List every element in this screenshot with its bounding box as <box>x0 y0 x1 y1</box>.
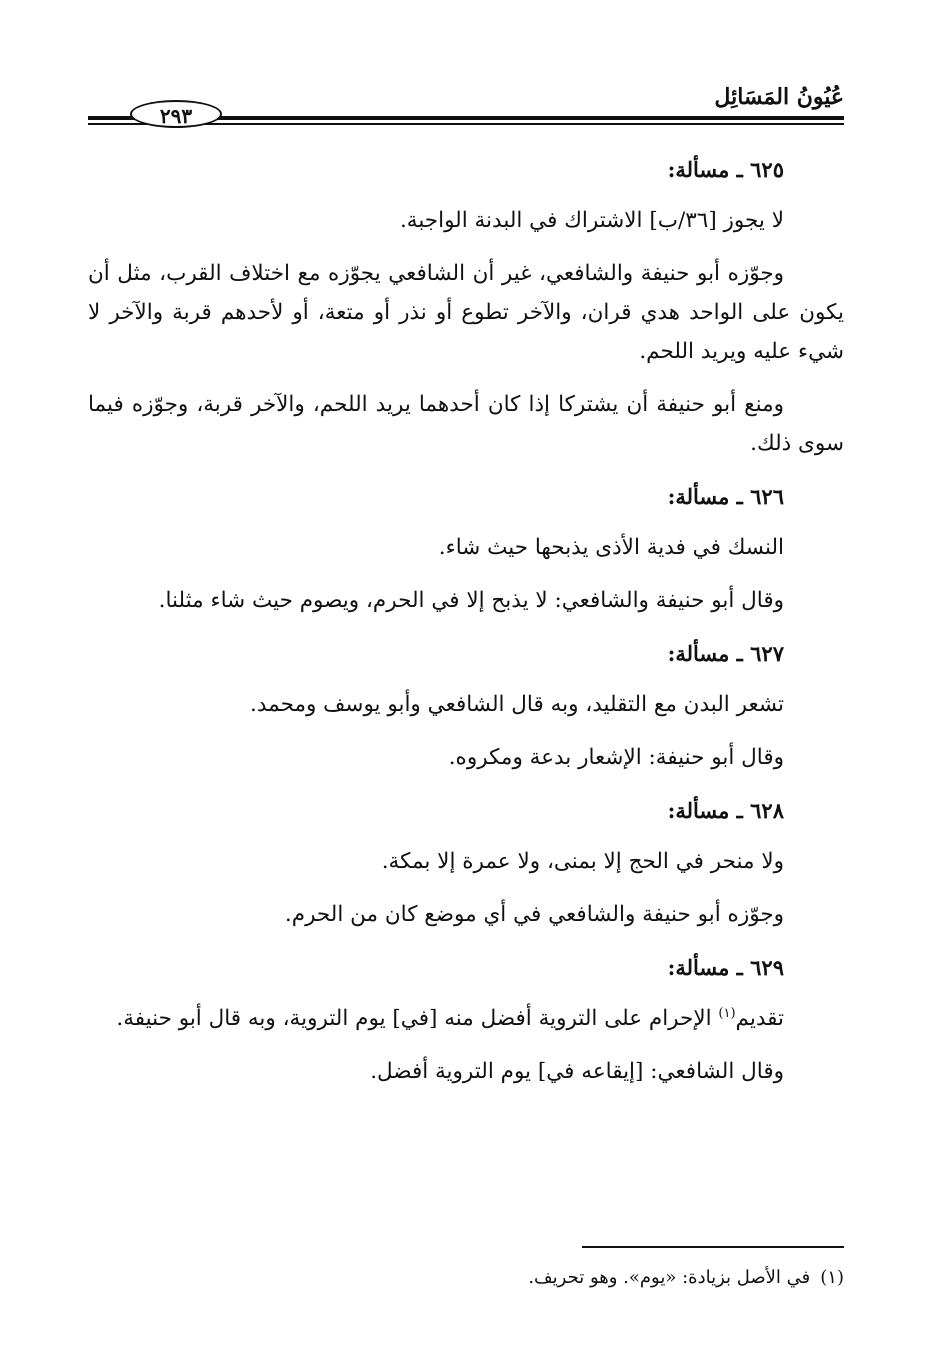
section-625 <box>88 150 844 463</box>
issue-heading: ٦٢٩ ـ مسألة: <box>667 955 784 980</box>
section-627 <box>88 634 844 777</box>
issue-heading: ٦٢٧ ـ مسألة: <box>667 641 784 666</box>
book-title: عُيُونُ المَسَائِل <box>714 84 844 110</box>
paragraph: وقال أبو حنيفة: الإشعار بدعة ومكروه. <box>448 745 784 770</box>
paragraph: ومنع أبو حنيفة أن يشتركا إذا كان أحدهما يريد اللحم، والآخر قربة، وجوّزه فيما سوى ذلك. <box>88 392 844 456</box>
paragraph: وجوّزه أبو حنيفة والشافعي، غير أن الشافعي يجوّزه مع اختلاف القرب، مثل أن يكون على الواحد هدي قران، والآخر تطوع أو نذر أو متعة، أو لأحدهم قربة والآخر لا شيء عليه ويريد اللحم. <box>88 261 844 364</box>
paragraph: ولا منحر في الحج إلا بمنى، ولا عمرة إلا بمكة. <box>381 849 784 874</box>
footnote-number: (١) <box>820 1267 844 1288</box>
paragraph: وقال الشافعي: [إيقاعه في] يوم التروية أفضل. <box>370 1059 784 1084</box>
page-body <box>88 150 844 1105</box>
paragraph-rest: الإحرام على التروية أفضل منه [في] يوم التروية، وبه قال أبو حنيفة. <box>116 1006 712 1031</box>
section-626 <box>88 477 844 620</box>
section-629 <box>88 948 844 1091</box>
paragraph: تشعر البدن مع التقليد، وبه قال الشافعي وأبو يوسف ومحمد. <box>250 692 784 717</box>
paragraph: النسك في فدية الأذى يذبحها حيث شاء. <box>438 535 784 560</box>
paragraph-start: تقديم <box>735 1006 784 1031</box>
issue-heading: ٦٢٥ ـ مسألة: <box>667 157 784 182</box>
issue-heading: ٦٢٨ ـ مسألة: <box>667 798 784 823</box>
page-number: ٢٩٣ <box>130 100 222 128</box>
running-header <box>88 84 844 130</box>
footnote <box>528 1266 844 1290</box>
footnote-rule <box>582 1246 844 1248</box>
paragraph: وقال أبو حنيفة والشافعي: لا يذبح إلا في الحرم، ويصوم حيث شاء مثلنا. <box>158 588 784 613</box>
issue-heading: ٦٢٦ ـ مسألة: <box>667 484 784 509</box>
paragraph: وجوّزه أبو حنيفة والشافعي في أي موضع كان من الحرم. <box>284 902 784 927</box>
paragraph: لا يجوز [٣٦/ب] الاشتراك في البدنة الواجبة. <box>399 208 784 233</box>
paragraph <box>88 999 844 1038</box>
footnote-reference[interactable]: (١) <box>718 1005 736 1021</box>
section-628 <box>88 791 844 934</box>
footnote-text: في الأصل بزيادة: «يوم». وهو تحريف. <box>528 1267 811 1288</box>
